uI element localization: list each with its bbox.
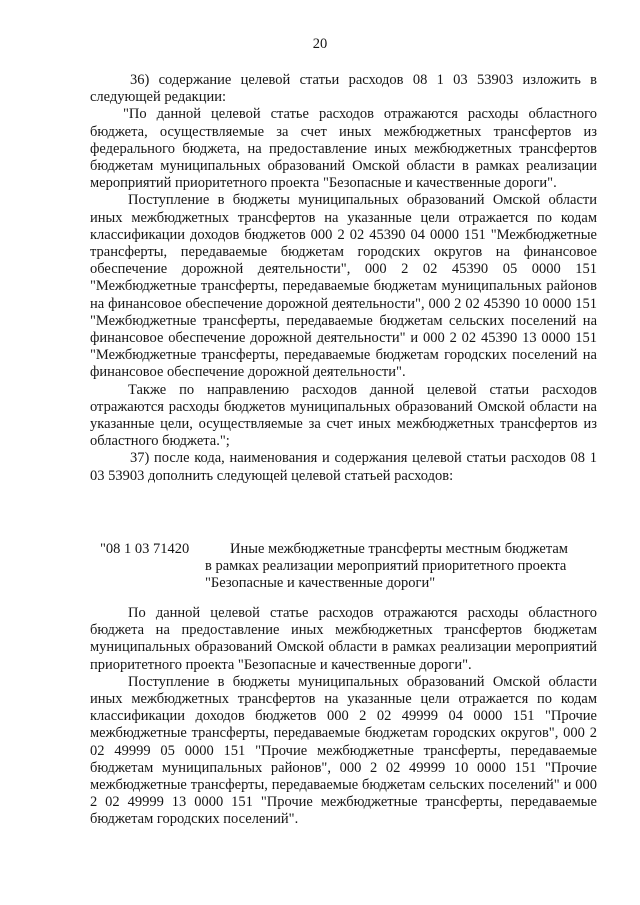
item-36-paragraph-3: Также по направлению расходов данной целевой статьи расходов отражаются расходы бюджетов муниципальных образований Омской области на указанные цели, осуществляемые за счет иных межбюджетных трансфертов из областного бюджета."; (90, 381, 597, 450)
budget-entry-code: "08 1 03 71420 (100, 541, 190, 557)
item-37-paragraph-2: Поступление в бюджеты муниципальных образований Омской области иных межбюджетных трансфертов на указанные цели отражается по кодам классификации доходов бюджетов 000 2 02 49999 04 0000 151 "Прочие межбюджетные трансферты, передаваемые бюджетам городских округов", 000 2 02 49999 05 0000 151 "Прочие межбюджетные трансферты, передаваемые бюджетам муниципальных районов", 000 2 02 49999 10 0000 151 "Прочие межбюджетные трансферты, передаваемые бюджетам сельских поселений" и 000 2 02 49999 13 0000 151 "Прочие межбюджетные трансферты, передаваемые бюджетам городских поселений". (90, 673, 597, 828)
page-number: 20 (312, 36, 328, 52)
item-36-paragraph-2: Поступление в бюджеты муниципальных образований Омской области иных межбюджетных трансфертов на указанные цели отражается по кодам классификации доходов бюджетов 000 2 02 45390 04 0000 151 "Межбюджетные трансферты, передаваемые бюджетам городских округов на финансовое обеспечение дорожной деятельности", 000 2 02 45390 05 0000 151 "Межбюджетные трансферты, передаваемые бюджетам муниципальных районов на финансовое обеспечение дорожной деятельности", 000 2 02 45390 10 0000 151 "Межбюджетные трансферты, передаваемые бюджетам сельских поселений на финансовое обеспечение дорожной деятельности" и 000 2 02 45390 13 0000 151 "Межбюджетные трансферты, передаваемые бюджетам городских поселений на финансовое обеспечение дорожной деятельности". (90, 192, 597, 381)
item-37-block (90, 605, 597, 829)
budget-entry-line: в рамках реализации мероприятий приоритетного проекта (205, 558, 567, 575)
item-36-block (90, 72, 597, 485)
budget-entry-title (205, 541, 607, 593)
budget-entry-line: "Безопасные и качественные дороги" (205, 575, 436, 592)
item-37-intro: 37) после кода, наименования и содержания целевой статьи расходов 08 1 03 53903 дополнить следующей целевой статьей расходов: (90, 450, 597, 484)
budget-entry-line: Иные межбюджетные трансферты местным бюджетам (230, 541, 568, 557)
item-36-intro: 36) содержание целевой статьи расходов 08 1 03 53903 изложить в следующей редакции: (90, 72, 597, 106)
item-36-paragraph-1: "По данной целевой статье расходов отражаются расходы областного бюджета, осуществляемые за счет иных межбюджетных трансфертов из федерального бюджета, на предоставление иных межбюджетных трансфертов бюджетам муниципальных образований Омской области в рамках реализации мероприятий приоритетного проекта "Безопасные и качественные дороги". (90, 106, 597, 192)
item-37-paragraph-1: По данной целевой статье расходов отражаются расходы областного бюджета на предоставление иных межбюджетных трансфертов бюджетам муниципальных образований Омской области в рамках реализации мероприятий приоритетного проекта "Безопасные и качественные дороги". (90, 605, 597, 673)
